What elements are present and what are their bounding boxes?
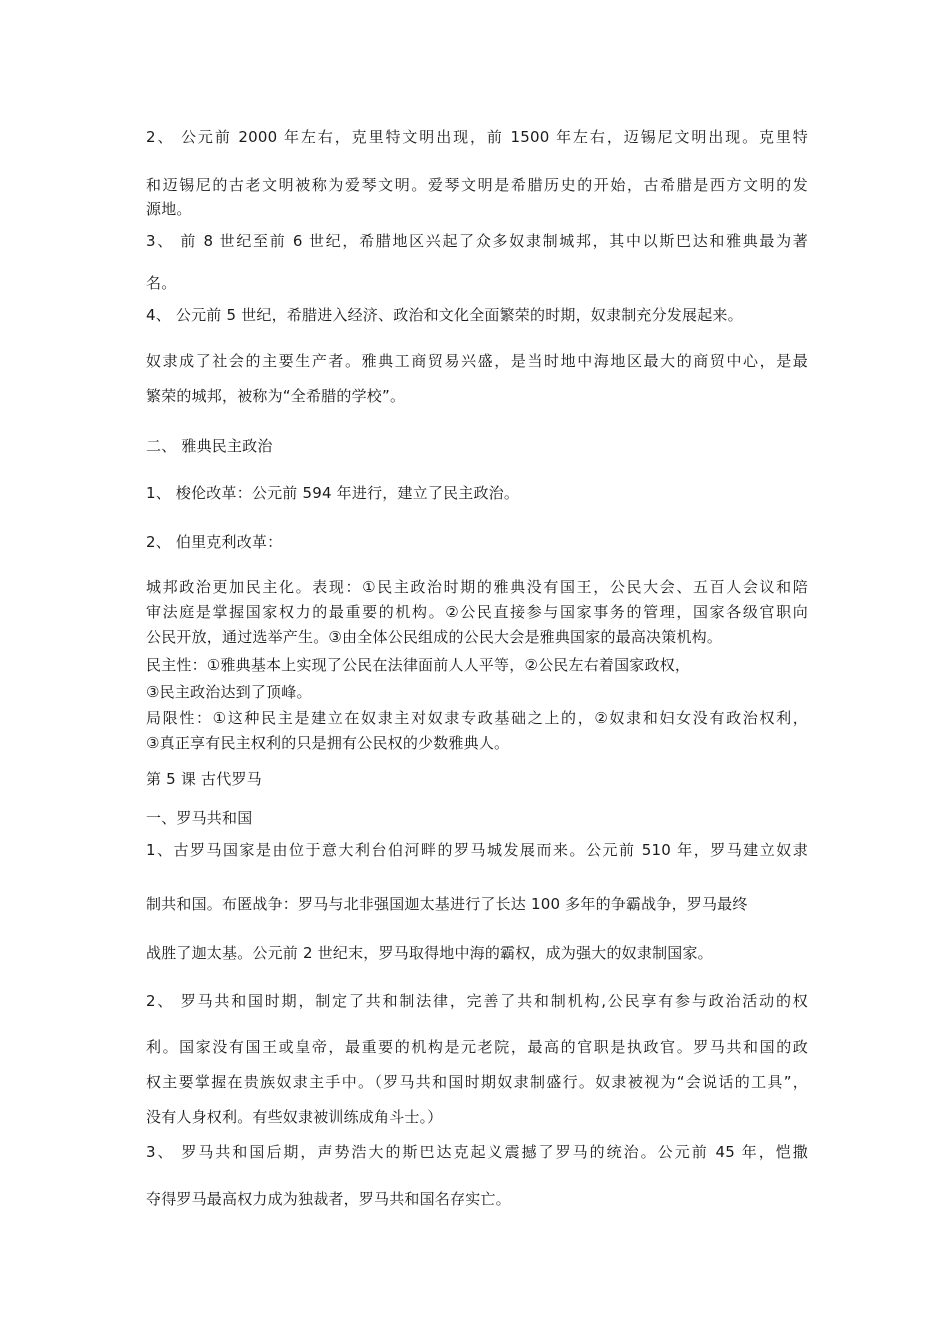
text-line: 战胜了迦太基。公元前 2 世纪末，罗马取得地中海的霸权，成为强大的奴隶制国家。 (146, 944, 713, 962)
text-line: 名。 (146, 274, 177, 292)
section-heading: 一、罗马共和国 (146, 809, 253, 827)
text-line: 和迈锡尼的古老文明被称为爱琴文明。爱琴文明是希腊历史的开始，古希腊是西方文明的发 (146, 176, 808, 194)
text-line: 1、 梭伦改革：公元前 594 年进行，建立了民主政治。 (146, 484, 520, 502)
text-line: 夺得罗马最高权力成为独裁者，罗马共和国名存实亡。 (146, 1190, 511, 1208)
text-line: 源地。 (146, 200, 192, 218)
text-line: 1、古罗马国家是由位于意大利台伯河畔的罗马城发展而来。公元前 510 年，罗马建立奴隶 (146, 841, 808, 859)
text-line: 繁荣的城邦，被称为“全希腊的学校”。 (146, 387, 406, 405)
text-line: 3、 前 8 世纪至前 6 世纪，希腊地区兴起了众多奴隶制城邦，其中以斯巴达和雅典最为著 (146, 232, 808, 250)
text-line: 民主性：①雅典基本上实现了公民在法律面前人人平等，②公民左右着国家政权， (146, 656, 691, 674)
section-heading: 二、 雅典民主政治 (146, 437, 273, 455)
text-line: 利。国家没有国王或皇帝，最重要的机构是元老院，最高的官职是执政官。罗马共和国的政 (146, 1038, 808, 1056)
text-line: 权主要掌握在贵族奴隶主手中。（罗马共和国时期奴隶制盛行。奴隶被视为“会说话的工具”， (146, 1073, 808, 1091)
text-line: 2、 罗马共和国时期，制定了共和制法律，完善了共和制机构,公民享有参与政治活动的权 (146, 992, 808, 1010)
lesson-heading: 第 5 课 古代罗马 (146, 770, 262, 788)
text-line: 2、 公元前 2000 年左右，克里特文明出现，前 1500 年左右，迈锡尼文明出现。克里特 (146, 128, 808, 146)
text-line: 2、 伯里克利改革： (146, 533, 283, 551)
text-line: 制共和国。布匿战争：罗马与北非强国迦太基进行了长达 100 多年的争霸战争，罗马最终 (146, 895, 748, 913)
text-line: 审法庭是掌握国家权力的最重要的机构。②公民直接参与国家事务的管理，国家各级官职向 (146, 603, 808, 621)
text-line: 局限性：①这种民主是建立在奴隶主对奴隶专政基础之上的，②奴隶和妇女没有政治权利， (146, 709, 808, 727)
text-line: ③民主政治达到了顶峰。 (146, 683, 312, 701)
text-line: 奴隶成了社会的主要生产者。雅典工商贸易兴盛，是当时地中海地区最大的商贸中心，是最 (146, 352, 808, 370)
text-line: 3、 罗马共和国后期，声势浩大的斯巴达克起义震撼了罗马的统治。公元前 45 年，恺撒 (146, 1143, 808, 1161)
text-line: 没有人身权利。有些奴隶被训练成角斗士。） (146, 1108, 443, 1126)
text-line: 公民开放，通过选举产生。③由全体公民组成的公民大会是雅典国家的最高决策机构。 (146, 628, 723, 646)
text-line: ③真正享有民主权利的只是拥有公民权的少数雅典人。 (146, 734, 510, 752)
text-line: 4、 公元前 5 世纪，希腊进入经济、政治和文化全面繁荣的时期，奴隶制充分发展起来。 (146, 306, 743, 324)
text-line: 城邦政治更加民主化。表现：①民主政治时期的雅典没有国王，公民大会、五百人会议和陪 (146, 578, 808, 596)
